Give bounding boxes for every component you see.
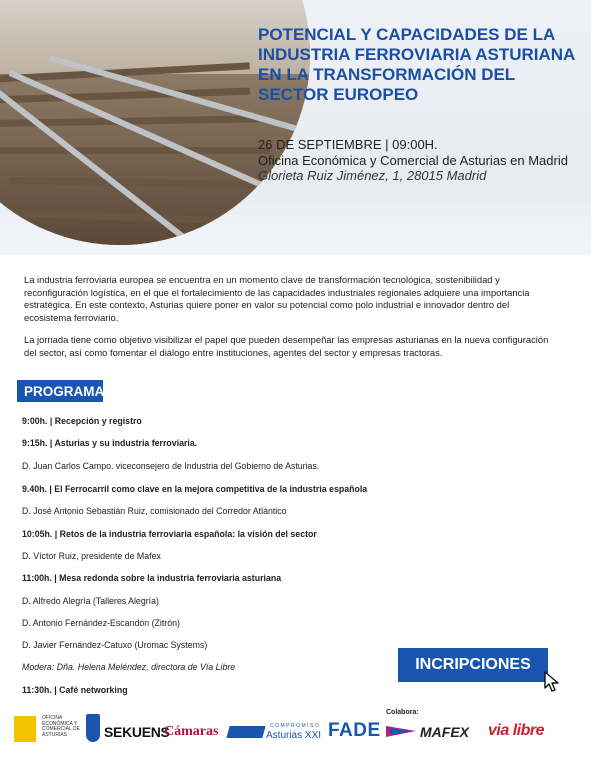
program-speaker: D. Javier Fernández-Catuxo (Uromac Systems) (22, 640, 208, 650)
camaras-logo: Cámaras (164, 724, 219, 739)
asturias-shield-icon (86, 714, 100, 742)
program-speaker: D. Juan Carlos Campo. viceconsejero de Industria del Gobierno de Asturias. (22, 461, 320, 471)
intro-paragraph-2: La jornada tiene como objetivo visibilizar el papel que pueden desempeñar las empresas asturianas en la nueva configuración del sector, así como fomentar el diálogo entre instituciones, agentes del sector y empresas tractoras. (24, 334, 549, 358)
event-venue: Oficina Económica y Comercial de Asturias en Madrid (258, 153, 568, 168)
event-address: Glorieta Ruiz Jiménez, 1, 28015 Madrid (258, 168, 487, 183)
fade-logo: FADE (328, 720, 381, 741)
oficina-logo: OFICINA ECONÓMICA Y COMERCIAL DE ASTURIAS (42, 715, 80, 738)
via-libre-logo: via libre (488, 722, 544, 739)
program-item: 9:00h. | Recepción y registro (22, 416, 142, 426)
program-speaker: D. José Antonio Sebastián Ruiz, comisionado del Corredor Atlántico (22, 506, 287, 516)
mafex-logo-icon (386, 725, 416, 738)
program-speaker: D. Víctor Ruiz, presidente de Mafex (22, 551, 161, 561)
program-item: 10:05h. | Retos de la industria ferroviaria española: la visión del sector (22, 529, 317, 539)
compromiso-logo-icon (226, 726, 265, 738)
event-title: POTENCIAL Y CAPACIDADES DE LA INDUSTRIA FERROVIARIA ASTURIANA EN LA TRANSFORMACIÓN DEL SECTOR EUROPEO (258, 25, 575, 104)
program-speaker: D. Alfredo Alegría (Talleres Alegría) (22, 596, 159, 606)
program-item: 11:00h. | Mesa redonda sobre la industria ferroviaria asturiana (22, 573, 282, 583)
program-item: 9.40h. | El Ferrocarril como clave en la mejora competitiva de la industria española (22, 484, 368, 494)
program-item: 11:30h. | Café networking (22, 685, 128, 695)
intro-paragraph-1: La industria ferroviaria europea se encuentra en un momento clave de transformación tecnológica, sostenibilidad y reconfiguración logística, en el que el fortalecimiento de las capacidades industriales regionales adquiere una importancia estratégica. En este contexto, Asturias quiere poner en valor su potencial como polo industrial e innovador dentro del ecosistema ferroviario. (24, 274, 530, 323)
program-speaker: D. Antonio Fernández-Escandón (Zitrón) (22, 618, 180, 628)
event-date: 26 DE SEPTIEMBRE | 09:00H. (258, 137, 438, 152)
programa-heading: PROGRAMA (17, 380, 103, 402)
intro-text (24, 274, 554, 369)
asturias-xxi-logo: Asturias XXI (266, 730, 322, 741)
oficina-logo-icon (14, 716, 36, 742)
cursor-icon (543, 671, 561, 693)
program-moderator: Modera: Dña. Helena Meléndez, directora de Vía Libre (22, 662, 236, 672)
inscripciones-button[interactable]: INCRIPCIONES (398, 648, 548, 682)
compromiso-label: COMPROMISO (270, 723, 321, 729)
colabora-label: Colabora: (386, 709, 419, 716)
program-item: 9:15h. | Asturias y su industria ferroviaria. (22, 438, 198, 448)
sekuens-logo: SEKUENS (104, 724, 170, 740)
mafex-logo: MAFEX (420, 724, 469, 740)
